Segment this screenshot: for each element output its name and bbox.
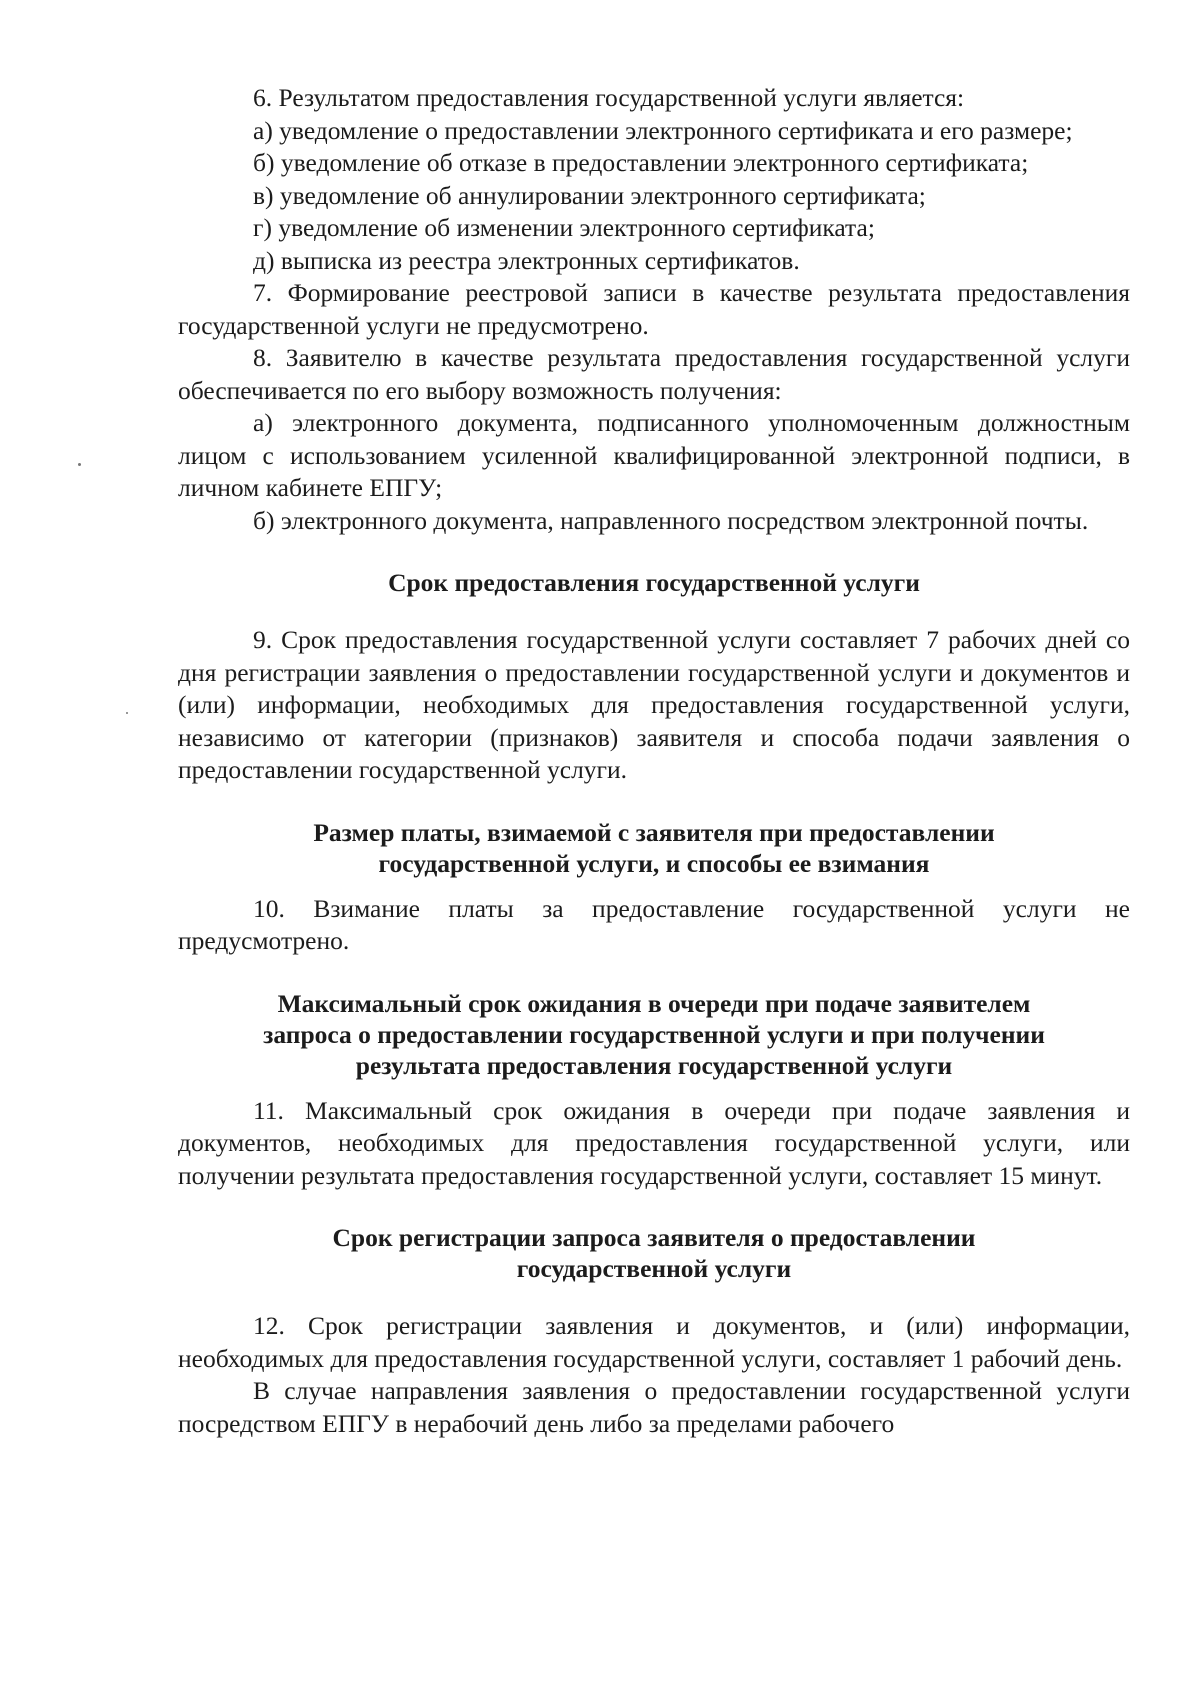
section-heading-fee bbox=[178, 817, 1130, 879]
section-heading-term: Срок предоставления государственной услуги bbox=[388, 568, 920, 597]
paragraph-9: 9. Срок предоставления государственной услуги составляет 7 рабочих дней со дня регистрации заявления о предоставлении государственной услуги и документов и (или) информации, необходимых для предоставления государственной услуги, независимо от категории (признаков) заявителя и способа подачи заявления о предоставлении государственной услуги. bbox=[178, 625, 1130, 784]
paragraph-8: 8. Заявителю в качестве результата предоставления государственной услуги обеспечивается по его выбору возможность получения: bbox=[178, 343, 1130, 405]
heading-line: Максимальный срок ожидания в очереди при подаче заявителем bbox=[277, 988, 1031, 1018]
paragraph-6v: в) уведомление об аннулировании электронного сертификата; bbox=[253, 180, 926, 210]
paragraph-8a: а) электронного документа, подписанного уполномоченным должностным лицом с использованием усиленной квалифицированной электронной подписи, в личном кабинете ЕПГУ; bbox=[178, 408, 1130, 502]
section-heading-queue bbox=[178, 988, 1130, 1081]
heading-line: государственной услуги, и способы ее взимания bbox=[378, 848, 930, 878]
paragraph-6b: б) уведомление об отказе в предоставлении электронного сертификата; bbox=[253, 148, 1029, 177]
paragraph-6a: а) уведомление о предоставлении электронного сертификата и его размере; bbox=[253, 115, 1073, 145]
document-body bbox=[178, 82, 1130, 1440]
paragraph-13: В случае направления заявления о предоставлении государственной услуги посредством ЕПГУ в нерабочий день либо за пределами рабочего bbox=[178, 1376, 1130, 1438]
paragraph-6: 6. Результатом предоставления государственной услуги является: bbox=[253, 83, 965, 112]
section-heading-registration bbox=[178, 1222, 1130, 1284]
scan-speck bbox=[78, 463, 81, 466]
paragraph-10: 10. Взимание платы за предоставление государственной услуги не предусмотрено. bbox=[178, 893, 1130, 955]
paragraph-7: 7. Формирование реестровой записи в качестве результата предоставления государственной услуги не предусмотрено. bbox=[178, 278, 1130, 340]
scan-speck bbox=[126, 712, 128, 714]
paragraph-12: 12. Срок регистрации заявления и документов, и (или) информации, необходимых для предоставления государственной услуги, составляет 1 рабочий день. bbox=[178, 1311, 1130, 1373]
paragraph-6d: д) выписка из реестра электронных сертификатов. bbox=[253, 245, 800, 275]
paragraph-11: 11. Максимальный срок ожидания в очереди при подаче заявления и документов, необходимых для предоставления государственной услуги, или получении результата предоставления государственной услуги, составляет 15 минут. bbox=[178, 1095, 1130, 1190]
paragraph-6g: г) уведомление об изменении электронного сертификата; bbox=[253, 213, 875, 242]
heading-line: запроса о предоставлении государственной услуги и при получении bbox=[263, 1019, 1045, 1049]
heading-line: результата предоставления государственной услуги bbox=[355, 1050, 953, 1080]
heading-line: Срок регистрации запроса заявителя о предоставлении bbox=[332, 1223, 976, 1252]
heading-line: Размер платы, взимаемой с заявителя при предоставлении bbox=[313, 817, 995, 847]
paragraph-8b: б) электронного документа, направленного посредством электронной почты. bbox=[253, 505, 1089, 535]
heading-line: государственной услуги bbox=[516, 1254, 792, 1283]
